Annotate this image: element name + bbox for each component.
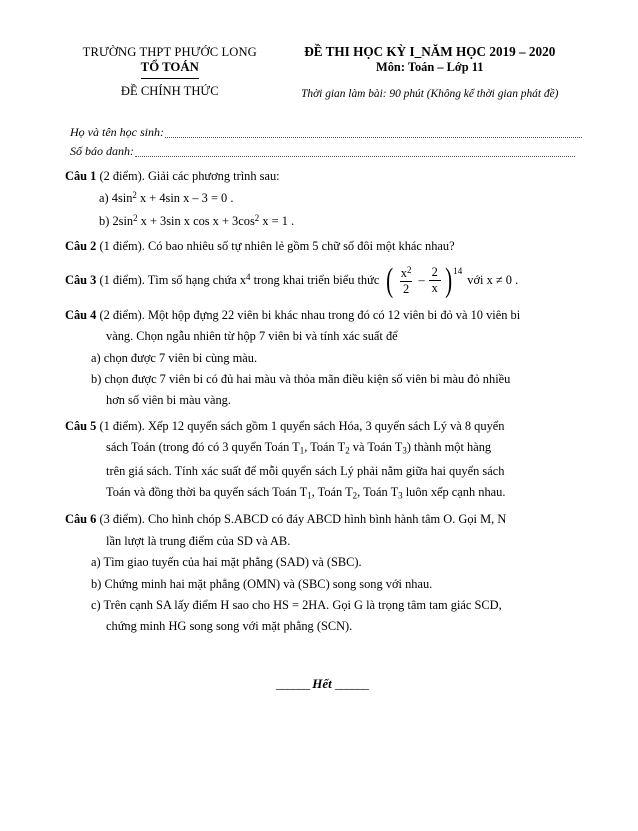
binomial-exponent: 14: [453, 265, 463, 276]
book-subscript-1: 1: [299, 445, 305, 456]
question-4-label: Câu 4: [65, 307, 97, 322]
question-3-text-after: với x ≠ 0 .: [467, 272, 519, 287]
question-3-variable: x: [239, 272, 247, 287]
question-3-variable-exponent: 4: [246, 271, 251, 282]
student-name-input[interactable]: [165, 128, 582, 138]
question-1b-exponent-2: 2: [254, 212, 260, 223]
question-5-line-3: trên giá sách. Tính xác suất để mỗi quyển sách Lý phải nằm giữa hai quyển sách: [106, 463, 505, 478]
header-right-column: [278, 45, 582, 100]
question-4b: [65, 373, 582, 385]
exam-title: ĐỀ THI HỌC KỲ I_NĂM HỌC 2019 – 2020: [304, 44, 556, 59]
question-6c-text-line-1: Trên cạnh SA lấy điểm H sao cho HS = 2HA. Gọi G là trọng tâm tam giác SCD,: [103, 598, 502, 612]
question-1a-expr-2: x + 4sin x – 3 = 0 .: [136, 191, 234, 206]
question-6a-text: Tìm giao tuyến của hai mặt phẳng (SAD) và (SBC).: [103, 555, 362, 570]
question-6c-text-line-2: chứng minh HG song song với mặt phẳng (SCN).: [106, 619, 353, 634]
question-1b-marker: b): [99, 213, 110, 228]
question-4b-marker: b): [91, 371, 102, 386]
fraction-second: [429, 266, 441, 295]
question-5-line-2: [65, 441, 582, 455]
student-id-row: [70, 145, 582, 157]
question-3-text-mid: trong khai triển biểu thức: [253, 272, 380, 287]
question-6b-text: Chứng minh hai mặt phẳng (OMN) và (SBC) song song với nhau.: [104, 576, 433, 591]
question-6-line-1: Cho hình chóp S.ABCD có đáy ABCD hình bình hành tâm O. Gọi M, N: [147, 512, 507, 527]
question-1-label: Câu 1: [65, 169, 97, 184]
question-3-points: (1 điểm).: [99, 272, 145, 287]
question-5-label: Câu 5: [65, 418, 97, 433]
question-5-points: (1 điểm).: [99, 418, 145, 433]
question-4-line-1: Một hộp đựng 22 viên bi khác nhau trong đó có 12 viên bi đỏ và 10 viên bi: [147, 307, 521, 322]
question-6: [62, 513, 582, 632]
question-4-line-2: vàng. Chọn ngẫu nhiên từ hộp 7 viên bi và tính xác suất để: [106, 329, 398, 344]
question-3: [62, 261, 582, 299]
question-4a-marker: a): [91, 350, 101, 365]
header-divider-rule: [141, 78, 199, 79]
question-1a-expr-1: 4sin: [111, 191, 133, 206]
document-header: [62, 45, 582, 100]
school-name: TRƯỜNG THPT PHƯỚC LONG: [82, 45, 257, 59]
right-paren: ): [445, 261, 453, 299]
question-5-line-4-part-b: , Toán T: [311, 484, 353, 499]
book-subscript-5: 2: [352, 490, 358, 501]
question-4b-text-line-1: chọn được 7 viên bi có đủ hai màu và thỏa mãn điều kiện số viên bi màu đỏ nhiều: [104, 371, 511, 386]
left-paren: (: [386, 261, 394, 299]
question-1a-exponent: 2: [132, 190, 137, 201]
question-6-line-2: lần lượt là trung điểm của SD và AB.: [106, 533, 291, 548]
question-5-line-2-part-b: , Toán T: [304, 440, 346, 455]
question-5-prompt: [65, 420, 582, 432]
book-subscript-3: 3: [402, 445, 407, 456]
question-5-line-4: [65, 486, 582, 500]
question-4a: [65, 352, 582, 364]
question-6-prompt: [65, 513, 582, 525]
question-1: [62, 170, 582, 227]
student-name-label: Họ và tên học sinh:: [70, 125, 164, 140]
fraction-first-numerator-exponent: 2: [407, 264, 412, 275]
footer-right-dash: ______: [335, 675, 368, 691]
question-2-label: Câu 2: [65, 239, 97, 254]
book-subscript-6: 3: [398, 490, 403, 501]
question-5-line-2-part-a: sách Toán (trong đó có 3 quyển Toán T: [106, 440, 300, 455]
student-name-row: [70, 126, 582, 138]
document-footer: [62, 677, 582, 690]
question-5-line-4-part-d: luôn xếp cạnh nhau.: [402, 484, 506, 499]
question-5-line-1: Xếp 12 quyển sách gồm 1 quyển sách Hóa, 3 quyển sách Lý và 8 quyển: [147, 418, 505, 433]
official-exam-label: ĐỀ CHÍNH THỨC: [120, 84, 219, 99]
fraction-second-numerator: 2: [431, 265, 438, 280]
question-1a: [65, 191, 582, 204]
student-id-label: Số báo danh:: [70, 144, 134, 159]
footer-left-dash: ______: [276, 675, 309, 691]
question-1b-expr-1: 2sin: [112, 213, 134, 228]
minus-operator: –: [418, 273, 425, 288]
question-6b-marker: b): [91, 576, 102, 591]
question-5-line-4-part-c: , Toán T: [357, 484, 399, 499]
question-3-prompt: [65, 261, 582, 299]
student-info-block: [62, 126, 582, 157]
question-6-label: Câu 6: [65, 512, 97, 527]
question-2: [62, 240, 582, 252]
question-2-points: (1 điểm).: [99, 239, 145, 254]
question-6c: [65, 599, 582, 611]
header-left-column: [62, 45, 278, 98]
fraction-first-denominator: 2: [400, 281, 412, 296]
book-subscript-4: 1: [307, 490, 312, 501]
question-1-text: Giải các phương trình sau:: [147, 169, 280, 184]
question-4a-text: chọn được 7 viên bi cùng màu.: [103, 350, 258, 365]
question-6a: [65, 556, 582, 568]
question-1b-exponent-1: 2: [133, 212, 138, 223]
department-name: TỔ TOÁN: [140, 59, 199, 74]
question-5-line-2-part-d: ) thành một hàng: [406, 440, 492, 455]
question-4-prompt: [65, 309, 582, 321]
question-1b-expr-3: x = 1 .: [259, 213, 295, 228]
question-5: [62, 420, 582, 501]
fraction-first-numerator: $x^2$: [400, 264, 412, 280]
question-2-prompt: [65, 240, 582, 252]
question-1-points: (2 điểm).: [99, 169, 145, 184]
question-6a-marker: a): [91, 555, 101, 570]
footer-end-label: Hết: [312, 675, 332, 691]
question-3-text-before: Tìm số hạng chứa: [147, 272, 237, 287]
book-subscript-2: 2: [345, 445, 350, 456]
question-6-points: (3 điểm).: [99, 512, 145, 527]
question-5-line-2-part-c: và Toán T: [349, 440, 403, 455]
question-1b: [65, 214, 582, 227]
question-2-text: Có bao nhiêu số tự nhiên lẻ gồm 5 chữ số đôi một khác nhau?: [147, 239, 455, 254]
student-id-input[interactable]: [135, 147, 575, 157]
question-3-label: Câu 3: [65, 272, 97, 287]
fraction-first: [398, 266, 415, 296]
question-4: [62, 309, 582, 407]
question-3-binomial-expression: [384, 261, 463, 299]
question-1b-expr-2: x + 3sin x cos x + 3cos: [137, 213, 255, 228]
question-6b: [65, 578, 582, 590]
question-5-line-4-part-a: Toán và đồng thời ba quyển sách Toán T: [106, 484, 308, 499]
question-4b-text-line-2: hơn số viên bi màu vàng.: [106, 393, 231, 408]
question-1a-marker: a): [99, 191, 109, 206]
fraction-second-denominator: x: [429, 280, 441, 295]
exam-time-note: Thời gian làm bài: 90 phút (Không kể thời gian phát đề): [301, 87, 559, 100]
question-1-prompt: [65, 170, 582, 182]
question-6c-marker: c): [91, 598, 101, 612]
exam-subject-line: Môn: Toán – Lớp 11: [376, 60, 484, 75]
question-4-points: (2 điểm).: [99, 307, 145, 322]
